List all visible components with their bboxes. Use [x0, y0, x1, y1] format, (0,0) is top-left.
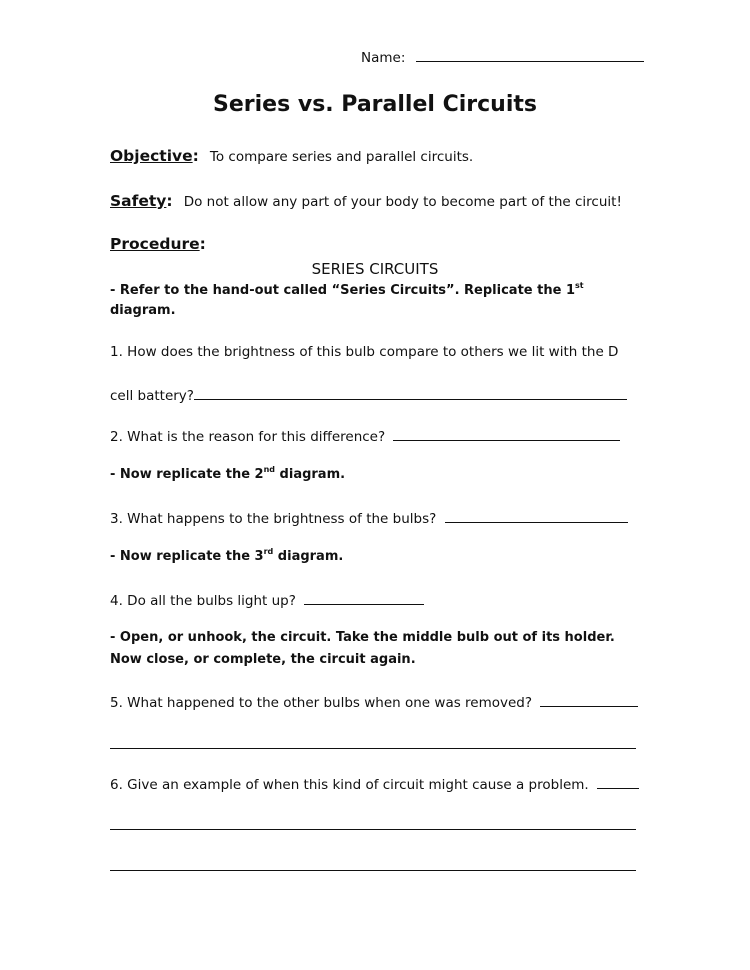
question-3-text: 3. What happens to the brightness of the bulbs? — [110, 511, 437, 527]
name-blank[interactable] — [416, 47, 644, 62]
instruction-1-text: - Refer to the hand-out called “Series Circuits”. Replicate the 1 — [110, 283, 575, 298]
name-row — [361, 47, 644, 66]
answer-6-line-2[interactable] — [110, 870, 636, 871]
question-5-text: 5. What happened to the other bulbs when one was removed? — [110, 695, 533, 711]
page-title: Series vs. Parallel Circuits — [213, 92, 537, 117]
procedure-heading — [110, 235, 206, 253]
question-3 — [110, 508, 628, 527]
question-1-text: cell battery? — [110, 388, 194, 404]
instruction-4-line1: - Open, or unhook, the circuit. Take the middle bulb out of its holder. — [110, 630, 615, 645]
instruction-3 — [110, 549, 343, 564]
instruction-2-text: - Now replicate the 2 — [110, 467, 264, 482]
question-4 — [110, 590, 424, 609]
answer-5-blank[interactable] — [540, 692, 638, 707]
answer-6-blank[interactable] — [597, 774, 639, 789]
objective-text: To compare series and parallel circuits. — [209, 149, 474, 165]
section-title: SERIES CIRCUITS — [311, 260, 439, 278]
question-4-text: 4. Do all the bulbs light up? — [110, 593, 296, 609]
instruction-1-line2: diagram. — [110, 303, 176, 318]
objective-label: Objective — [110, 147, 193, 165]
question-2-text: 2. What is the reason for this difference? — [110, 429, 386, 445]
answer-5-line[interactable] — [110, 748, 636, 749]
safety-text: Do not allow any part of your body to become part of the circuit! — [183, 194, 622, 210]
question-6 — [110, 774, 639, 793]
answer-6-line-1[interactable] — [110, 829, 636, 830]
question-5 — [110, 692, 638, 711]
instruction-2-tail: diagram. — [275, 467, 346, 482]
answer-3-blank[interactable] — [445, 508, 628, 523]
instruction-3-text: - Now replicate the 3 — [110, 549, 264, 564]
answer-4-blank[interactable] — [304, 590, 424, 605]
name-label: Name: — [361, 50, 406, 66]
instruction-1-sup: st — [575, 281, 584, 290]
question-6-text: 6. Give an example of when this kind of circuit might cause a problem. — [110, 777, 589, 793]
instruction-2 — [110, 467, 345, 482]
instruction-3-sup: rd — [263, 547, 274, 556]
answer-1-blank[interactable] — [194, 385, 627, 400]
procedure-label: Procedure — [110, 235, 200, 253]
objective-row — [110, 146, 473, 165]
objective-colon: : — [192, 147, 199, 165]
instruction-3-tail: diagram. — [273, 549, 344, 564]
answer-2-blank[interactable] — [393, 426, 620, 441]
instruction-2-sup: nd — [263, 465, 276, 474]
question-1-line1: 1. How does the brightness of this bulb compare to others we lit with the D — [110, 344, 619, 360]
procedure-colon: : — [199, 235, 206, 253]
instruction-1-line1 — [110, 283, 584, 298]
safety-label: Safety — [110, 192, 167, 210]
safety-colon: : — [166, 192, 173, 210]
question-2 — [110, 426, 620, 445]
question-1-line2 — [110, 385, 627, 404]
safety-row — [110, 191, 622, 210]
instruction-4-line2: Now close, or complete, the circuit again. — [110, 652, 416, 667]
